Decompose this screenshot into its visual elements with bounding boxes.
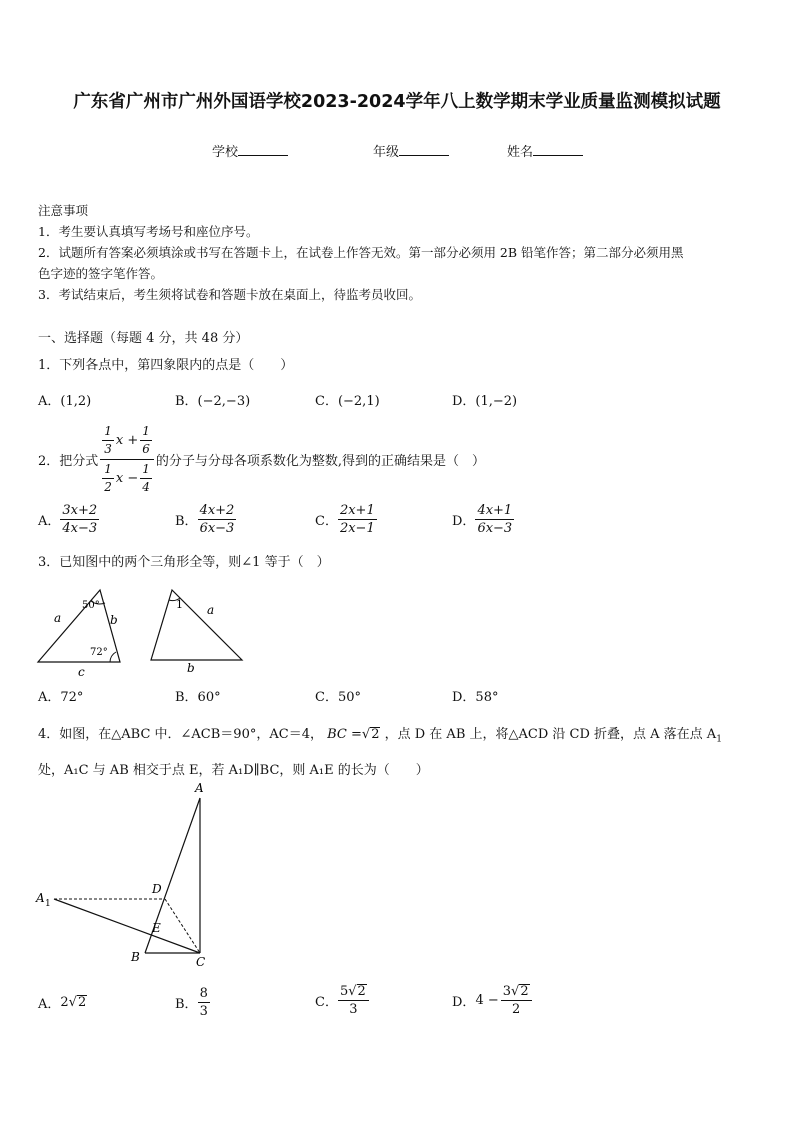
q4-line1-sub: 1	[716, 734, 722, 745]
q4-option-d-den: 2	[512, 1002, 521, 1017]
q2-option-a-num: 3x+2	[62, 503, 98, 518]
q4-option-b-label: B．	[175, 997, 198, 1012]
note-item: 色字迹的签字笔作答。	[38, 266, 164, 281]
q4-line1-b: ，点 D 在 AB 上，将△ACD 沿 CD 折叠，点 A 落在点 A	[384, 727, 717, 742]
name-label: 姓名	[507, 145, 534, 160]
q3-option-d[interactable]: D．58°	[452, 690, 499, 705]
notes-heading: 注意事项	[38, 203, 89, 218]
q4-option-d-coef: 3	[502, 984, 512, 999]
q4-option-a-label: A．	[38, 997, 61, 1012]
q4-option-c-coef: 5	[339, 984, 349, 999]
q4-fig-label-A1: A	[36, 891, 45, 905]
name-field[interactable]	[507, 141, 583, 160]
q2-option-c-den: 2x−1	[339, 521, 375, 536]
q3-fig1-angle-50: 50°	[82, 600, 100, 611]
q1-option-d[interactable]: D．(1,−2)	[452, 394, 518, 409]
page-title: 广东省广州市广州外国语学校2023-2024学年八上数学期末学业质量监测模拟试题	[73, 92, 721, 112]
q4-option-d-radical: √	[511, 984, 520, 999]
q4-option-c[interactable]	[315, 984, 369, 1017]
q2-num-frac2-num: 1	[140, 424, 152, 441]
q4-option-b-num: 8	[199, 986, 208, 1001]
q2-den-frac2-den: 4	[142, 480, 150, 494]
q3-fig2-label-a: a	[207, 603, 215, 617]
section-heading: 一、选择题（每题 4 分，共 48 分）	[38, 331, 249, 346]
q3-fig1-label-b: b	[110, 613, 118, 627]
q3-stem: 3．已知图中的两个三角形全等，则∠1 等于（ ）	[38, 555, 330, 570]
q2-num-frac2-den: 6	[142, 442, 150, 456]
grade-label: 年级	[373, 145, 400, 160]
q4-fig-label-D: D	[152, 882, 162, 896]
q4-option-d[interactable]	[452, 984, 532, 1017]
grade-blank[interactable]	[399, 143, 449, 156]
q2-option-d-num: 4x+1	[477, 503, 513, 518]
q2-option-b[interactable]	[175, 503, 236, 536]
q2-prefix: 2．把分式	[38, 454, 99, 469]
q4-option-a-rad: 2	[77, 995, 87, 1010]
q4-option-a[interactable]	[38, 993, 87, 1012]
q3-fig1-label-c: c	[78, 665, 85, 679]
note-item: 3．考试结束后，考生须将试卷和答题卡放在桌面上，待监考员收回。	[38, 287, 421, 302]
q3-fig1-angle-72: 72°	[90, 647, 108, 658]
q2-den-frac1-num: 1	[102, 462, 114, 479]
q2-den-frac1-den: 2	[104, 480, 112, 494]
q4-option-c-den: 3	[349, 1002, 358, 1017]
q4-bc-expr: BC =	[327, 727, 362, 742]
q4-sqrt-value: 2	[371, 727, 380, 742]
name-blank[interactable]	[533, 143, 583, 156]
q2-option-c-num: 2x+1	[339, 503, 375, 518]
q2-den-frac2-num: 1	[140, 462, 152, 479]
q3-triangle-2	[151, 590, 242, 675]
q4-stem-line2: 处，A₁C 与 AB 相交于点 E，若 A₁D∥BC，则 A₁E 的长为（ ）	[38, 763, 429, 778]
q4-option-a-radical: √	[68, 995, 77, 1010]
q4-option-c-radical: √	[348, 984, 357, 999]
q2-num-frac1-num: 1	[102, 424, 114, 441]
q1-option-a[interactable]: A．(1,2)	[38, 394, 92, 409]
q1-stem: 1．下列各点中，第四象限内的点是（ ）	[38, 358, 294, 373]
q3-fig2-label-1: 1	[176, 598, 183, 611]
q3-triangle-1	[38, 590, 120, 679]
q4-stem-line1	[38, 723, 722, 745]
q4-option-d-lead: 4 −	[475, 993, 499, 1008]
note-item: 2．试题所有答案必须填涂或书写在答题卡上，在试卷上作答无效。第一部分必须用 2B 铅笔作答；第二部分必须用黑	[38, 245, 684, 260]
q2-option-b-label: B．	[175, 514, 198, 529]
q2-option-c-label: C．	[315, 514, 338, 529]
q4-option-a-coef: 2	[60, 995, 69, 1010]
q4-option-c-label: C．	[315, 995, 338, 1010]
q2-option-d-label: D．	[452, 514, 476, 529]
q2-stem	[38, 424, 485, 495]
q2-option-a-label: A．	[38, 514, 61, 529]
q4-option-d-rad: 2	[520, 984, 529, 999]
q3-figure	[30, 582, 260, 682]
note-item: 1．考生要认真填写考场号和座位序号。	[38, 224, 259, 239]
q3-fig2-label-b: b	[187, 661, 195, 675]
q2-option-b-den: 6x−3	[199, 521, 235, 536]
q2-main-fraction	[100, 424, 154, 495]
q2-num-frac1-den: 3	[104, 442, 112, 456]
q3-option-c[interactable]: C．50°	[315, 690, 361, 705]
q4-line1-a: 4．如图，在△ABC 中．∠ACB＝90°，AC＝4，	[38, 727, 323, 742]
school-field[interactable]	[212, 141, 288, 160]
q2-option-b-num: 4x+2	[199, 503, 235, 518]
q4-fig-label-C: C	[196, 955, 206, 969]
q4-option-c-rad: 2	[357, 984, 366, 999]
q2-suffix: 的分子与分母各项系数化为整数,得到的正确结果是（ ）	[155, 454, 486, 469]
q2-option-d[interactable]	[452, 503, 514, 536]
q4-option-d-label: D．	[452, 995, 476, 1010]
q2-option-a-den: 4x−3	[62, 521, 98, 536]
school-blank[interactable]	[238, 143, 288, 156]
q2-den-x: x −	[115, 471, 139, 486]
q4-fig-label-E: E	[152, 921, 161, 935]
grade-field[interactable]	[373, 141, 449, 160]
q1-option-c[interactable]: C．(−2,1)	[315, 394, 380, 409]
q2-option-c[interactable]	[315, 503, 377, 536]
q1-option-b[interactable]: B．(−2,−3)	[175, 394, 251, 409]
q3-option-b[interactable]: B．60°	[175, 690, 221, 705]
q3-fig1-label-a: a	[54, 611, 62, 625]
q4-fig-label-A1-sub: 1	[45, 899, 51, 909]
q2-option-d-den: 6x−3	[477, 521, 513, 536]
q4-figure	[30, 778, 230, 973]
q3-option-a[interactable]: A．72°	[38, 690, 84, 705]
q4-option-b[interactable]	[175, 986, 210, 1019]
q4-fig-label-B: B	[131, 950, 140, 964]
q4-radical-sign: √	[361, 727, 371, 742]
q4-option-b-den: 3	[199, 1004, 208, 1019]
school-label: 学校	[212, 145, 239, 160]
q4-fig-label-A: A	[195, 781, 204, 795]
q2-option-a[interactable]	[38, 503, 99, 536]
notes-block	[38, 200, 684, 305]
q2-num-x: x +	[115, 433, 139, 448]
